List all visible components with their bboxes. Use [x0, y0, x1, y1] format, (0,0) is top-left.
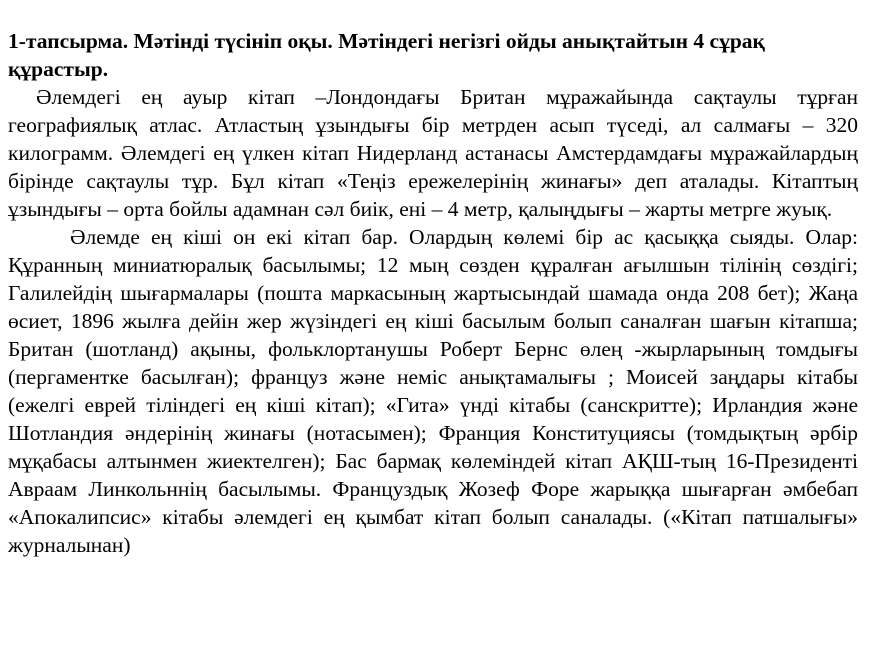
paragraph-heaviest-largest-books: Әлемдегі ең ауыр кітап –Лондондағы Британ мұражайында сақтаулы тұрған географиялық атлас. Атластың ұзындығы бір метрден асып түседі, ал салмағы – 320 килограмм. Әлемдегі ең үлкен кітап Нидерланд астанасы Амстердамдағы мұражайлардың бірінде сақтаулы тұр. Бұл кітап «Теңіз ережелерінің жинағы» деп аталады. Кітаптың ұзындығы – орта бойлы адамнан сәл биік, ені – 4 метр, қалыңдығы – жарты метрге жуық.: [8, 85, 858, 221]
document-page: [8, 27, 858, 559]
paragraph-smallest-books: Әлемде ең кіші он екі кітап бар. Олардың көлемі бір ас қасыққа сыяды. Олар: Құранның миниатюралық басылымы; 12 мың сөзден құралған ағылшын тілінің сөздігі; Галилейдің шығармалары (пошта маркасының жартысындай шамада онда 208 бет); Жаңа өсиет, 1896 жылға дейін жер жүзіндегі ең кіші басылым болып саналған шағын кітапша; Британ (шотланд) ақыны, фольклортанушы Роберт Бернс өлең -жырларының томдығы (пергаментке басылған); француз және неміс анықтамалығы ; Моисей заңдары кітабы (ежелгі еврей тіліндегі ең кіші кітап); «Гита» үнді кітабы (санскритте); Ирландия және Шотландия әндерінің жинағы (нотасымен); Франция Конституциясы (томдықтың әрбір мұқабасы алтынмен жиектелген); Бас бармақ көлеміндей кітап АҚШ-тың 16-Президенті Авраам Линкольннің басылымы. Француздық Жозеф Форе жарыққа шығарған әмбебап «Апокалипсис» кітабы әлемдегі ең қымбат кітап болып саналады. («Кітап патшалығы» журналынан): [8, 225, 858, 557]
task-heading: 1-тапсырма. Мәтінді түсініп оқы. Мәтіндегі негізгі ойды анықтайтын 4 сұрақ құрастыр.: [8, 29, 765, 81]
